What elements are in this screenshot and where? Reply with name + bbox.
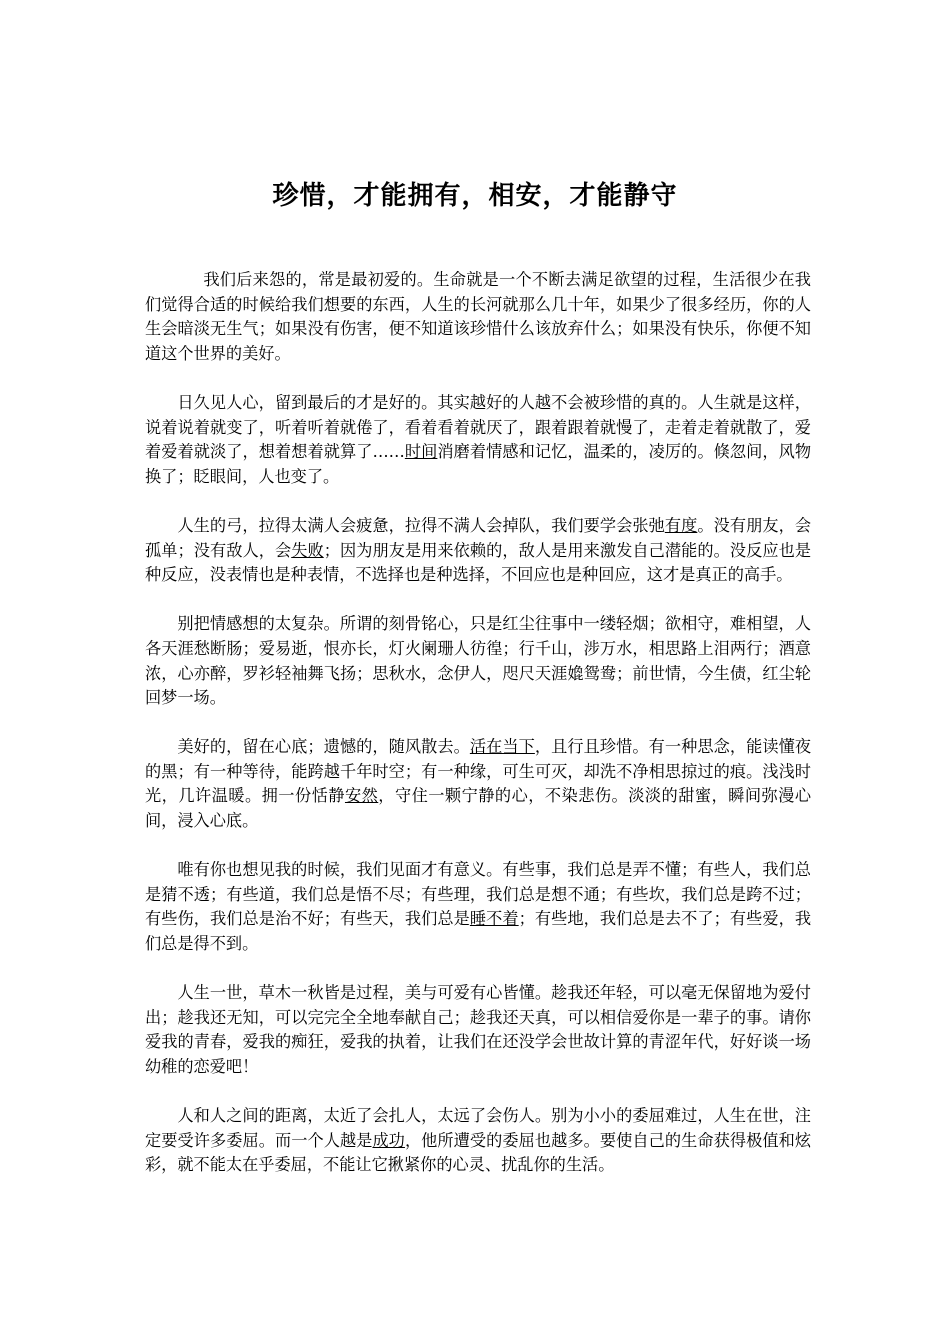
paragraph-8 [145, 1104, 811, 1178]
paragraph-text: ；因为朋友是用来依赖的，敌人是用来激发自己潜能的。没反应也是种反应，没表情也是种表情，不选择也是种选择，不回应也是种回应，这才是真正的高手。 [145, 540, 812, 585]
paragraph-text: 。没有朋友，会孤单；没有敌人，会 [145, 515, 812, 560]
underlined-link-text[interactable]: 成功 [372, 1130, 405, 1150]
paragraph-text: 人生的弓，拉得太满人会疲惫，拉得不满人会掉队，我们要学会张弛 [177, 515, 665, 535]
paragraph-2 [145, 391, 811, 489]
paragraph-text: 别把情感想的太复杂。所谓的刻骨铭心，只是红尘往事中一缕轻烟；欲相守，难相望，人各天涯愁断肠；爱易逝，恨亦长，灯火阑珊人彷徨；行千山，涉万水，相思路上泪两行；酒意浓，心亦醉，罗衫轻袖舞飞扬；思秋水，念伊人，咫尺天涯嫓鸳鸯；前世情，今生债，红尘轮回梦一场。 [145, 614, 811, 708]
paragraph-text: 美好的，留在心底；遗憾的，随风散去。 [177, 737, 470, 757]
underlined-link-text[interactable]: 失败 [291, 540, 324, 560]
paragraph-1 [145, 268, 811, 366]
document-body [145, 268, 811, 1203]
paragraph-text: ，他所遭受的委屈也越多。要使自己的生命获得极值和炫彩，就不能太在乎委屈，不能让它揪紧你的心灵、扰乱你的生活。 [145, 1130, 812, 1175]
paragraph-text: ；有些地，我们总是去不了；有些爱，我们总是得不到。 [145, 909, 812, 954]
paragraph-7 [145, 981, 811, 1079]
paragraph-text: 日久见人心，留到最后的才是好的。其实越好的人越不会被珍惜的真的。人生就是这样，说着说着就变了，听着听着就倦了，看着看着就厌了，跟着跟着就慢了，走着走着就散了，爱着爱着就淡了，想着想着就算了…… [145, 392, 811, 462]
paragraph-text: 我们后来怨的，常是最初爱的。生命就是一个不断去满足欲望的过程，生活很少在我们觉得合适的时候给我们想要的东西，人生的长河就那么几十年，如果少了很多经历，你的人生会暗淡无生气；如果没有伤害，便不知道该珍惜什么该放弃什么；如果没有快乐，你便不知道这个世界的美好。 [145, 270, 811, 363]
paragraph-4 [145, 612, 811, 710]
underlined-link-text[interactable]: 活在当下 [469, 737, 535, 757]
paragraph-text: 消磨着情感和记忆，温柔的，凌厉的。倏忽间，风物换了；眨眼间，人也变了。 [145, 442, 812, 486]
underlined-link-text[interactable]: 安然 [344, 786, 379, 806]
paragraph-3 [145, 514, 811, 588]
paragraph-5 [145, 735, 811, 833]
document-title: 珍惜，才能拥有，相安，才能静守 [272, 181, 678, 211]
paragraph-text: 唯有你也想见我的时候，我们见面才有意义。有些事，我们总是弄不懂；有些人，我们总是猜不透；有些道，我们总是悟不尽；有些理，我们总是想不通；有些坎，我们总是跨不过；有些伤，我们总是治不好；有些天，我们总是 [145, 860, 811, 929]
underlined-link-text[interactable]: 有度 [664, 515, 698, 535]
paragraph-text: ，且行且珍惜。有一种思念，能读懂夜的黑；有一种等待，能跨越千年时空；有一种缘，可生可灭，却洗不净相思掠过的痕。浅浅时光，几许温暖。拥一份恬静 [145, 737, 812, 806]
paragraph-text: 人和人之间的距离，太近了会扎人，太远了会伤人。别为小小的委屈难过，人生在世，注定要受许多委屈。而一个人越是 [145, 1106, 811, 1150]
underlined-link-text[interactable]: 睡不着 [469, 909, 519, 929]
underlined-link-text[interactable]: 时间 [404, 442, 438, 462]
paragraph-text: 人生一世，草木一秋皆是过程，美与可爱有心皆懂。趁我还年轻，可以毫无保留地为爱付出；趁我还无知，可以完完全全地奉献自己；趁我还天真，可以相信爱你是一辈子的事。请你爱我的青春，爱我的痴狂，爱我的执着，让我们在还没学会世故计算的青涩年代，好好谈一场幼稚的恋爱吧！ [145, 983, 811, 1076]
paragraph-6 [145, 858, 811, 956]
paragraph-text: ，守住一颗宁静的心，不染悲伤。淡淡的甜蜜，瞬间弥漫心间，浸入心底。 [145, 786, 812, 831]
